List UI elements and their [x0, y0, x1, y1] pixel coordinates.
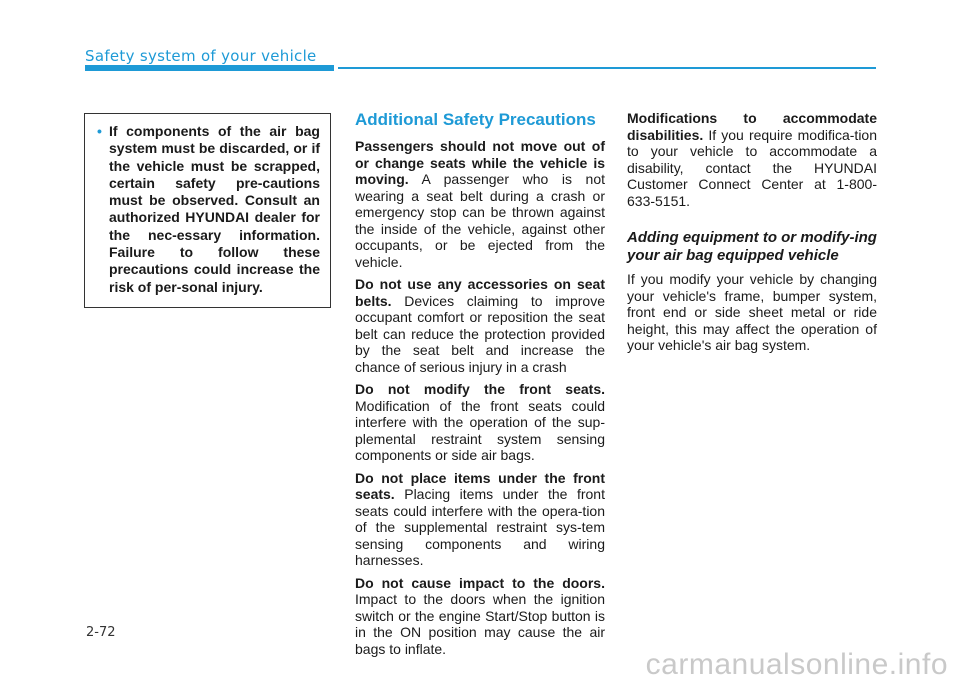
paragraph-lead: Do not cause impact to the doors.	[355, 574, 605, 591]
paragraph-lead: Do not use any accessories on seat belts.	[355, 276, 605, 309]
section-title: Safety system of your vehicle	[85, 47, 317, 65]
heading-additional-safety: Additional Safety Precautions	[355, 110, 596, 129]
paragraph-items-under-seats	[355, 470, 605, 569]
paragraph-body: Placing items under the front seats could interfere with the opera-tion of the supplemental restraint sys-tem sensing components and wiring harnesses.	[355, 486, 605, 568]
paragraph-accessories	[355, 276, 605, 375]
paragraph-body: Devices claiming to improve occupant comfort or reposition the seat belt can reduce the protection provided by the seat belt and increase the chance of serious injury in a crash	[355, 292, 605, 375]
warning-box	[84, 113, 331, 308]
paragraph-front-seats	[355, 381, 605, 464]
paragraph-body: Impact to the doors when the ignition switch or the engine Start/Stop button is in the ON position may cause the air bags to inflate.	[355, 591, 605, 657]
paragraph-adding-equipment: If you modify your vehicle by changing your vehicle's frame, bumper system, front end or side sheet metal or ride height, this may affect the operation of your vehicle's air bag system.	[627, 271, 877, 353]
warning-text: If components of the air bag system must be discarded, or if the vehicle must be scrapped, certain safety pre-cautions must be observed. Consult an authorized HYUNDAI dealer for the nec-essary information. Failure to follow these precautions could increase the risk of per-sonal injury.	[109, 123, 320, 295]
paragraph-lead: Do not modify the front seats.	[355, 381, 605, 397]
paragraph-passengers	[355, 138, 605, 270]
spacer	[627, 215, 877, 229]
paragraph-modifications	[627, 110, 877, 209]
paragraph-body: If you require modifica-tion to your vehicle to accommodate a disability, contact the HYUNDAI Customer Connect Center at 1-800-633-5151.	[627, 126, 877, 209]
paragraph-body: Modification of the front seats could interfere with the operation of the sup-plemental restraint system sensing components or side air bags.	[355, 397, 605, 463]
header-rule-thick	[85, 65, 334, 71]
subheading-adding-equipment: Adding equipment to or modify-ing your air bag equipped vehicle	[627, 229, 877, 264]
watermark: carmanualsonline.info	[645, 648, 948, 681]
paragraph-lead: Do not place items under the front seats.	[355, 469, 605, 502]
paragraph-doors	[355, 575, 605, 658]
page-number: 2-72	[86, 625, 116, 640]
middle-column	[355, 110, 605, 663]
header-rule-thin	[338, 67, 876, 69]
right-column	[627, 110, 877, 360]
paragraph-lead: Passengers should not move out of or change seats while the vehicle is moving.	[355, 138, 605, 187]
bullet-icon: •	[97, 123, 102, 139]
paragraph-lead: Modifications to accommodate disabilities.	[627, 110, 877, 143]
warning-item	[97, 123, 320, 296]
paragraph-body: A passenger who is not wearing a seat belt during a crash or emergency stop can be thrown against the inside of the vehicle, against other occupants, or be ejected from the vehicle.	[355, 171, 605, 270]
